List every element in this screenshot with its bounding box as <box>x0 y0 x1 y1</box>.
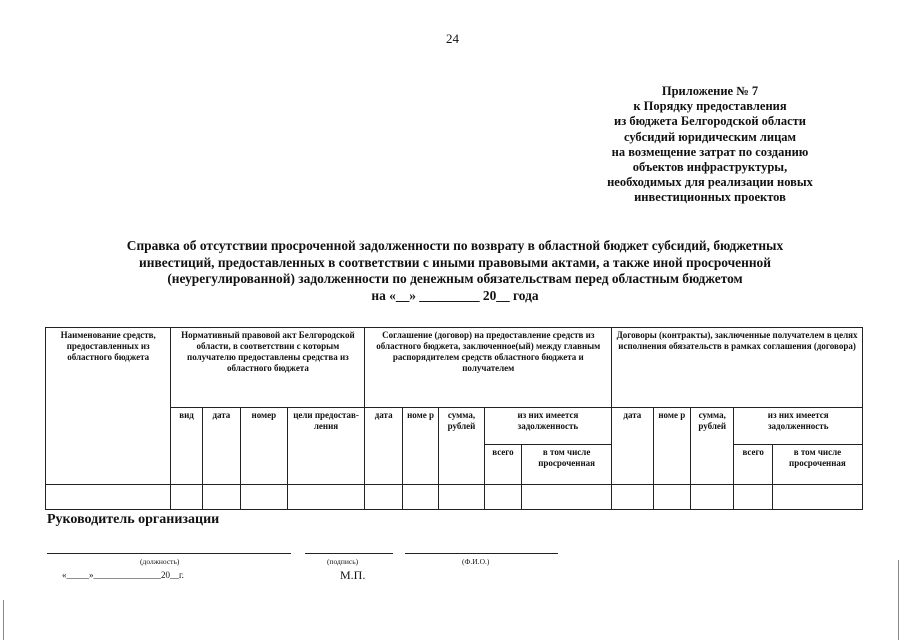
empty-cell <box>46 484 171 509</box>
header-act-date: дата <box>202 408 240 484</box>
appendix-line: Приложение № 7 <box>661 84 759 98</box>
empty-cell <box>612 484 653 509</box>
date-line: «_____»_______________20__г. <box>62 570 184 580</box>
appendix-line: на возмещение затрат по созданию <box>611 144 809 159</box>
header-con-number: номе р <box>653 408 690 484</box>
appendix-line: объектов инфраструктуры, <box>632 160 788 175</box>
header-act-type: вид <box>171 408 202 484</box>
header-contracts: Договоры (контракты), заключенные получателем в целях исполнения обязательств в рамках соглашения (договора) <box>612 328 863 408</box>
report-table <box>45 327 863 510</box>
empty-cell <box>202 484 240 509</box>
empty-cell <box>402 484 438 509</box>
scan-edge <box>3 600 4 640</box>
fio-caption: (Ф.И.О.) <box>462 557 490 566</box>
title-line: Справка об отсутствии просроченной задолженности по возврату в областной бюджет субсидий, бюджетных <box>126 238 784 253</box>
position-line <box>47 553 291 554</box>
header-agreement: Соглашение (договор) на предоставление средств из областного бюджета, заключенное(ый) между главным распорядителем средств областного бюджета и получателем <box>365 328 612 408</box>
fio-line <box>405 553 558 554</box>
header-con-debt-total: всего <box>734 444 772 484</box>
page-number: 24 <box>446 31 459 46</box>
title-line: инвестиций, предоставленных в соответствии с иными правовыми актами, а также иной просроченной <box>139 254 771 270</box>
scan-edge <box>898 560 899 640</box>
header-con-sum: сумма, рублей <box>690 408 733 484</box>
appendix-line: из бюджета Белгородской области <box>614 114 806 129</box>
empty-cell <box>653 484 690 509</box>
empty-cell <box>365 484 402 509</box>
title-line: (неурегулированной) задолженности по денежным обязательствам перед областным бюджетом <box>167 271 743 286</box>
header-con-debt-overdue: в том числе просроченная <box>772 444 862 484</box>
empty-cell <box>772 484 862 509</box>
header-agr-debt: из них имеется задолженность <box>484 408 611 444</box>
header-legal-act: Нормативный правовой акт Белгородской области, в соответствии с которым получателю предоставлены средства из областного бюджета <box>171 328 365 408</box>
header-con-date: дата <box>612 408 653 484</box>
empty-cell <box>241 484 288 509</box>
signature-line <box>305 553 393 554</box>
header-act-purpose: цели предостав-ления <box>287 408 365 484</box>
appendix-line: инвестиционных проектов <box>634 190 786 205</box>
empty-cell <box>690 484 733 509</box>
header-agr-debt-overdue: в том числе просроченная <box>522 444 612 484</box>
header-agr-debt-total: всего <box>484 444 521 484</box>
footer-heading: Руководитель организации <box>47 512 220 527</box>
header-funds-name: Наименование средств, предоставленных из областного бюджета <box>46 328 171 485</box>
table-row <box>46 484 863 509</box>
header-con-debt: из них имеется задолженность <box>734 408 863 444</box>
appendix-block <box>580 84 840 206</box>
header-act-number: номер <box>241 408 288 484</box>
title-date-line: на «__» _________ 20__ года <box>371 287 539 303</box>
document-title <box>60 238 850 304</box>
header-agr-sum: сумма, рублей <box>439 408 484 484</box>
appendix-line: необходимых для реализации новых <box>607 175 813 190</box>
empty-cell <box>734 484 772 509</box>
empty-cell <box>484 484 521 509</box>
signature-caption: (подпись) <box>327 557 359 566</box>
header-agr-date: дата <box>365 408 402 484</box>
appendix-line: субсидий юридическим лицам <box>623 129 797 144</box>
stamp-placeholder: М.П. <box>340 568 366 582</box>
position-caption: (должность) <box>140 557 180 566</box>
empty-cell <box>439 484 484 509</box>
empty-cell <box>287 484 365 509</box>
empty-cell <box>522 484 612 509</box>
appendix-line: к Порядку предоставления <box>633 99 787 114</box>
empty-cell <box>171 484 202 509</box>
header-agr-number: номе р <box>402 408 438 484</box>
